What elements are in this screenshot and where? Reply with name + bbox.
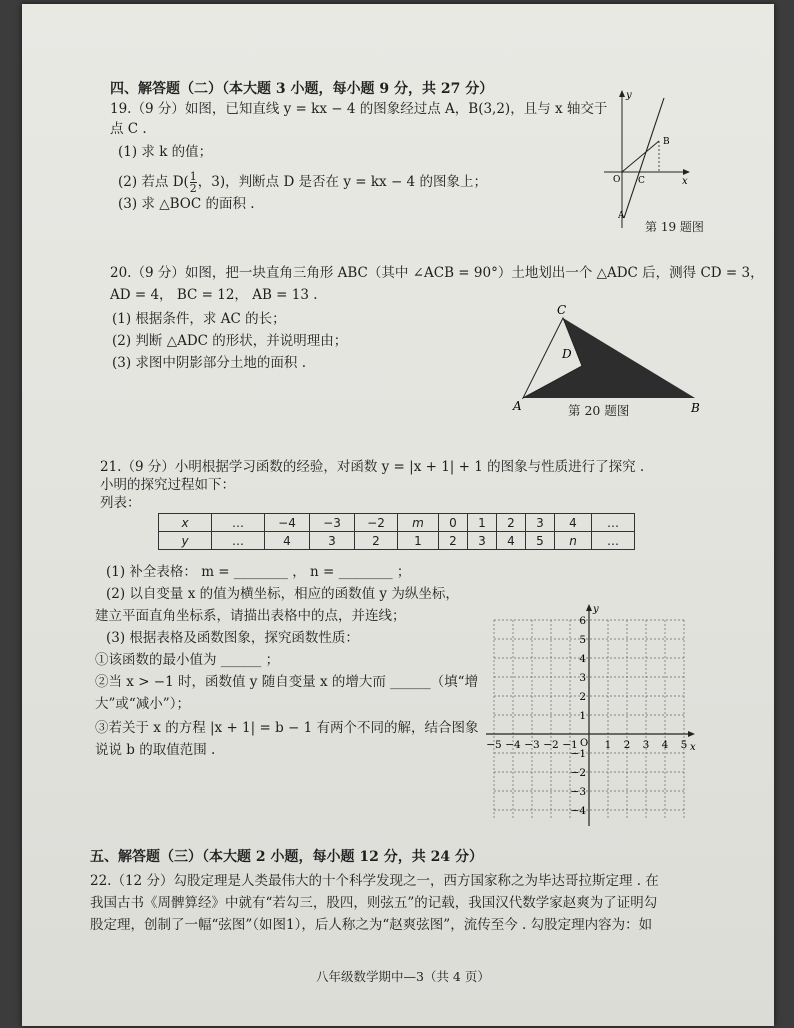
table-cell: n: [555, 532, 592, 550]
q20-figure: [505, 302, 705, 418]
x-tick: 1: [604, 739, 612, 751]
q19-part2: (2) 若点 D( $\frac{1}{2}$ ，3)，判断点 D 是否在 y = kx − 4 的图象上；: [118, 170, 487, 195]
table-cell: 5: [526, 532, 555, 550]
table-cell: 2: [355, 532, 398, 550]
q21-part1: (1) 补全表格： m = ________ ， n = ________ ；: [106, 564, 411, 580]
table-cell: 2: [497, 514, 526, 532]
grid-x-label: x: [690, 742, 696, 753]
q21-part2-line1: (2) 以自变量 x 的值为横坐标，相应的函数值 y 为纵坐标，: [106, 586, 459, 602]
q21-part3: (3) 根据表格及函数图象，探究函数性质：: [106, 630, 359, 646]
q20-label-a: A: [513, 399, 522, 413]
q20-label-c: C: [557, 303, 567, 317]
q20-label-b: B: [691, 401, 700, 415]
q22-line1: 22.（12 分）勾股定理是人类最伟大的十个科学发现之一，西方国家称之为毕达哥拉斯定理 . 在: [90, 873, 659, 889]
x-tick: −5: [486, 739, 502, 751]
table-cell: −3: [310, 514, 355, 532]
q19-stem-line1: 19.（9 分）如图，已知直线 y = kx − 4 的图象经过点 A，B(3,2)，且与 x 轴交于: [110, 101, 608, 117]
table-cell: y: [159, 532, 212, 550]
q19-figure: [596, 86, 706, 232]
q19-caption: 第 19 题图: [645, 220, 704, 234]
q19-label-c: C: [638, 176, 645, 186]
y-tick: 2: [579, 691, 586, 703]
y-tick: −2: [570, 767, 586, 779]
table-cell: x: [159, 514, 212, 532]
table-cell: …: [212, 514, 265, 532]
page-footer: 八年级数学期中—3（共 4 页）: [316, 969, 490, 984]
q20-part2: (2) 判断 △ADC 的形状，并说明理由；: [112, 333, 348, 349]
q21-part2-line2: 建立平面直角坐标系，请描出表格中的点，并连线；: [95, 608, 406, 624]
table-cell: 1: [468, 514, 497, 532]
q21-sub2-line1: ②当 x > −1 时，函数值 y 随自变量 x 的增大而 ______（填“增: [95, 674, 479, 690]
section4-heading: 四、解答题（二）（本大题 3 小题，每小题 9 分，共 27 分）: [110, 81, 494, 97]
q19-part1: (1) 求 k 的值；: [118, 144, 213, 160]
q21-stem-line3: 列表：: [100, 495, 141, 511]
x-tick: 5: [680, 739, 688, 751]
table-cell: −4: [265, 514, 310, 532]
table-cell: 2: [439, 532, 468, 550]
section5-heading: 五、解答题（三）（本大题 2 小题，每小题 12 分，共 24 分）: [90, 849, 483, 865]
x-tick: −2: [543, 739, 559, 751]
q21-row-y: [159, 532, 635, 550]
table-cell: 0: [439, 514, 468, 532]
table-cell: …: [592, 532, 635, 550]
q19-stem-line2: 点 C .: [110, 121, 147, 137]
q19-label-o: O: [613, 175, 621, 185]
q21-value-table: [158, 513, 635, 550]
q20-shaded-region: [523, 318, 695, 398]
y-tick: 1: [579, 710, 586, 722]
q19-label-b: B: [663, 137, 670, 147]
table-cell: 1: [398, 532, 439, 550]
x-tick: 3: [642, 739, 650, 751]
q20-part3: (3) 求图中阴影部分土地的面积 .: [112, 355, 306, 371]
x-tick: −3: [524, 739, 540, 751]
q22-line3: 股定理，创制了一幅“弦图”（如图1），后人称之为“赵爽弦图”，流传至今 . 勾股定理内容为：如: [90, 917, 653, 933]
x-tick: 4: [661, 739, 669, 751]
q19-label-a: A: [618, 211, 625, 221]
y-tick: 6: [579, 615, 586, 627]
q19-x-arrow: [683, 169, 690, 175]
q20-stem-line1: 20.（9 分）如图，把一块直角三角形 ABC（其中 ∠ACB = 90°）土地划出一个 △ADC 后，测得 CD = 3，: [110, 265, 764, 281]
table-cell: 4: [497, 532, 526, 550]
q21-stem-line2: 小明的探究过程如下：: [100, 477, 235, 493]
grid-y-arrow: [586, 604, 592, 611]
x-tick: 2: [623, 739, 631, 751]
q19-y-arrow: [619, 90, 625, 97]
q21-sub3-line1: ③若关于 x 的方程 |x + 1| = b − 1 有两个不同的解，结合图象: [95, 720, 479, 736]
q22-line2: 我国古书《周髀算经》中就有“若勾三，股四，则弦五”的记载，我国汉代数学家赵爽为了证明勾: [90, 895, 658, 911]
q20-stem-line2: AD = 4， BC = 12， AB = 13 .: [110, 287, 318, 303]
q20-label-d: D: [562, 347, 572, 361]
table-cell: …: [592, 514, 635, 532]
table-cell: 4: [265, 532, 310, 550]
grid-y-tick-labels: [571, 615, 587, 817]
y-tick: 4: [579, 653, 586, 665]
q20-part1: (1) 根据条件，求 AC 的长；: [112, 311, 286, 327]
y-tick: −4: [570, 805, 586, 817]
q21-coordinate-grid: [480, 600, 700, 830]
grid-x-arrow: [688, 731, 695, 737]
y-tick: −1: [570, 748, 586, 760]
q21-sub1: ①该函数的最小值为 ______ ；: [95, 652, 280, 668]
grid-lines: [494, 620, 686, 820]
table-cell: m: [398, 514, 439, 532]
grid-y-label: y: [593, 604, 599, 615]
table-cell: 3: [526, 514, 555, 532]
table-cell: 4: [555, 514, 592, 532]
q20-caption: 第 20 题图: [568, 403, 630, 418]
table-cell: 3: [310, 532, 355, 550]
q21-stem-line1: 21.（9 分）小明根据学习函数的经验，对函数 y = |x + 1| + 1 的图象与性质进行了探究 .: [100, 459, 645, 475]
table-cell: −2: [355, 514, 398, 532]
table-cell: 3: [468, 532, 497, 550]
y-tick: 3: [579, 672, 586, 684]
table-cell: …: [212, 532, 265, 550]
y-tick: −3: [570, 786, 586, 798]
q21-sub2-line2: 大”或“减小”）；: [95, 696, 190, 712]
q19-part3: (3) 求 △BOC 的面积 .: [118, 196, 255, 212]
q19-label-x: x: [682, 176, 688, 187]
q21-row-x: [159, 514, 635, 532]
q21-sub3-line2: 说说 b 的取值范围 .: [95, 742, 216, 758]
x-tick: −4: [505, 739, 521, 751]
q19-label-y: y: [626, 90, 632, 101]
y-tick: 5: [579, 634, 586, 646]
x-tick: −1: [562, 739, 578, 751]
grid-origin: O: [580, 738, 589, 749]
q19-line: [624, 98, 664, 218]
